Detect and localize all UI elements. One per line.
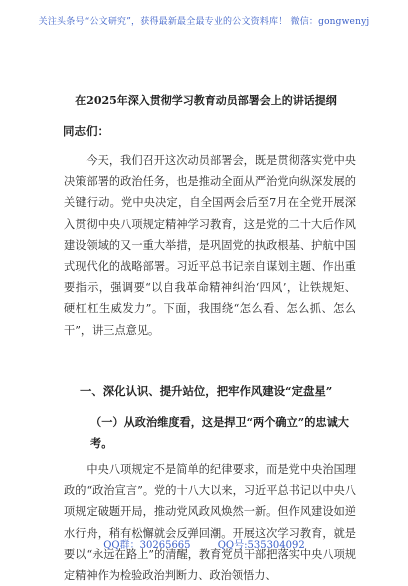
footer-contact <box>0 536 408 551</box>
salutation: 同志们： <box>63 124 109 138</box>
body-paragraph-2: 中央八项规定不是简单的纪律要求，而是党中央治国理政的“政治宣言”。党的十八大以来，习近平总书记以中央八项规定破题开局，推动党风政风焕然一新。但作风建设如逆水行舟，稍有松懈就会反弹回潮。开展这次学习教育，就是要以“永远在路上”的清醒，教育党员干部把落实中央八项规定精神作为检验政治判断力、政治领悟力、 <box>64 463 356 583</box>
footer-qq-number: QQ号:535304092 <box>217 540 305 551</box>
subsection-heading-1: （一）从政治维度看，这是捍卫“两个确立”的忠诚大考。 <box>90 415 349 451</box>
body-paragraph-1: 今天，我们召开这次动员部署会，既是贯彻落实党中央决策部署的政治任务，也是推动全面从严治党向纵深发展的关键行动。党中央决定，自全国两会后至7月在全党开展深入贯彻中央八项规定精神学习教育，这是党的二十大后作风建设领域的又一重大举措，是巩固党的执政根基、护航中国式现代化的战略部署。习近平总书记亲自谋划主题、作出重要指示，强调要“以自我革命精神纠治‘四风’，让铁规矩、硬杠杠生威发力”。下面，我围绕“怎么看、怎么抓、怎么干”，讲三点意见。 <box>64 154 356 337</box>
header-notice: 关注头条号“公文研究”，获得最新最全最专业的公文资料库！ 微信：gongwenyj <box>38 17 370 27</box>
footer-qq-group: QQ群：30265665 <box>103 540 191 551</box>
section-heading-1: 一、深化认识、提升站位，把牢作风建设“定盘星” <box>80 384 333 398</box>
document-title: 在2025年深入贯彻学习教育动员部署会上的讲话提纲 <box>75 94 337 107</box>
